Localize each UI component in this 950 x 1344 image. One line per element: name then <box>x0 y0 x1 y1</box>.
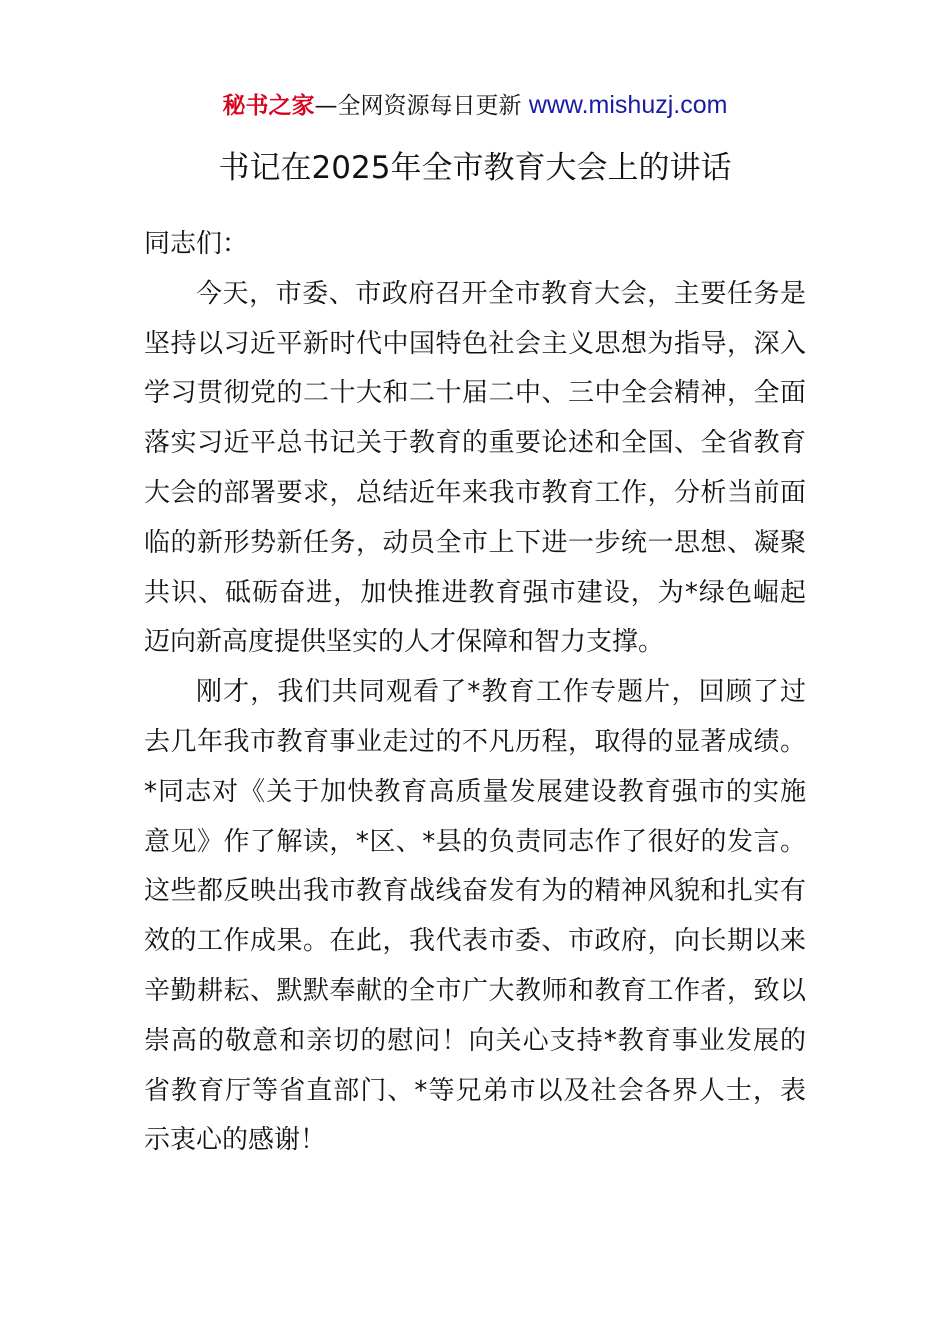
paragraph: 刚才，我们共同观看了*教育工作专题片，回顾了过去几年我市教育事业走过的不凡历程，取得的显著成绩。*同志对《关于加快教育高质量发展建设教育强市的实施意见》作了解读，*区、*县的负责同志作了很好的发言。这些都反映出我市教育战线奋发有为的精神风貌和扎实有效的工作成果。在此，我代表市委、市政府，向长期以来辛勤耕耘、默默奉献的全市广大教师和教育工作者，致以崇高的敬意和亲切的慰问！向关心支持*教育事业发展的省教育厅等省直部门、*等兄弟市以及社会各界人士，表示衷心的感谢！ <box>144 677 806 1156</box>
site-brand: 秘书之家 <box>222 93 315 119</box>
site-header <box>0 88 950 123</box>
document-title: 书记在2025年全市教育大会上的讲话 <box>218 150 732 186</box>
site-tagline: —全网资源每日更新 <box>314 93 522 119</box>
salutation: 同志们： <box>144 229 249 259</box>
paragraph: 今天，市委、市政府召开全市教育大会，主要任务是坚持以习近平新时代中国特色社会主义思想为指导，深入学习贯彻党的二十大和二十届二中、三中全会精神，全面落实习近平总书记关于教育的重要论述和全国、全省教育大会的部署要求，总结近年来我市教育工作，分析当前面临的新形势新任务，动员全市上下进一步统一思想、凝聚共识、砥砺奋进，加快推进教育强市建设，为*绿色崛起迈向新高度提供坚实的人才保障和智力支撑。 <box>144 278 806 658</box>
site-url-link[interactable]: www.mishuzj.com <box>528 91 728 119</box>
document-body <box>144 220 806 1166</box>
